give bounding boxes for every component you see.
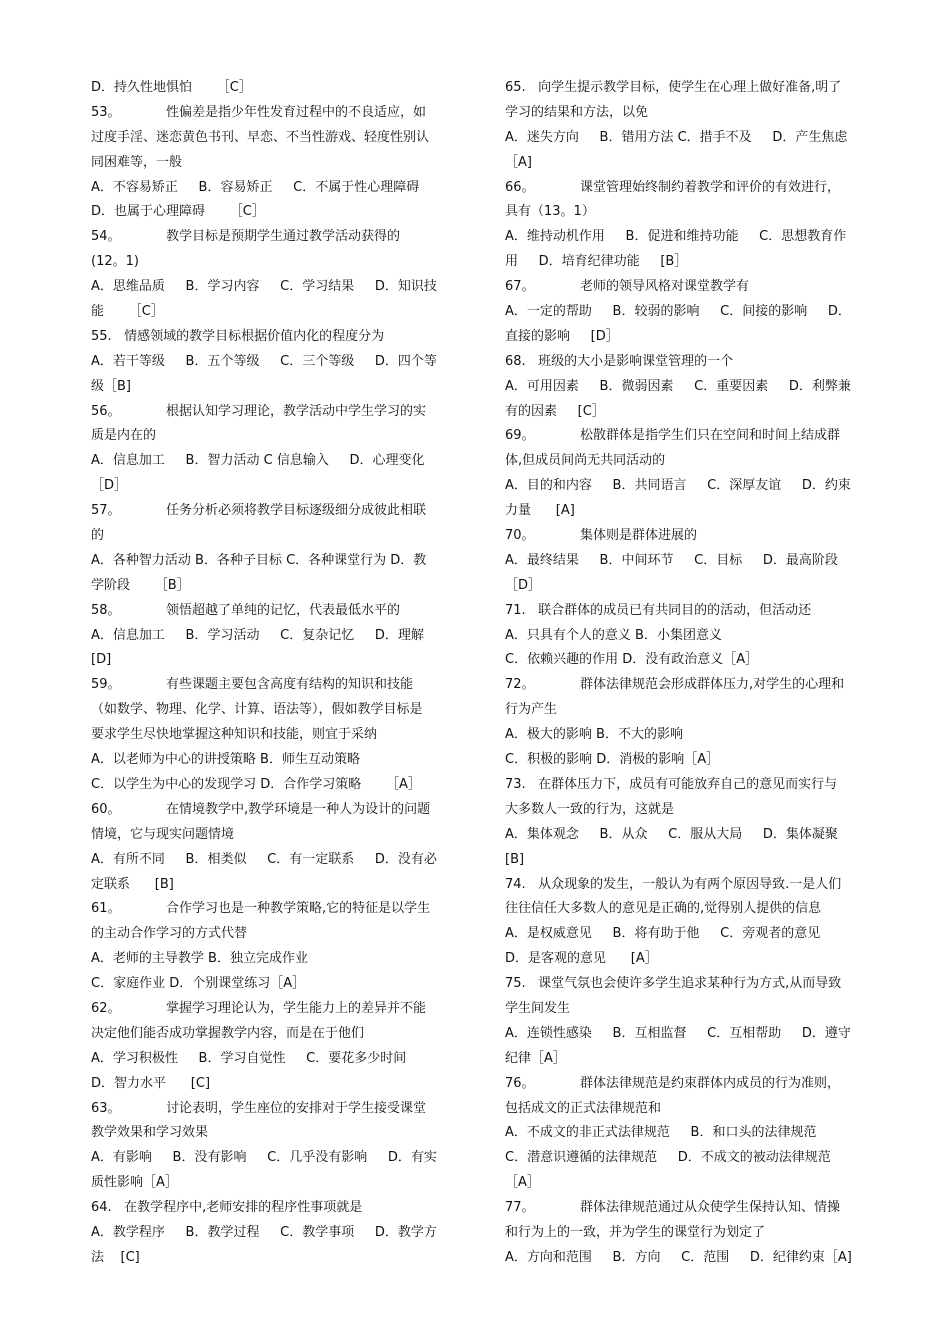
- text-line: 过度手淫、迷恋黄色书刊、早恋、不当性游戏、轻度性别认: [91, 129, 430, 145]
- text-line: 的主动合作学习的方式代替: [91, 926, 248, 942]
- text-line: 大多数人一致的行为，这就是: [505, 801, 675, 817]
- text-line: 57。 任务分析必须将教学目标逐级细分成彼此相联: [91, 503, 426, 519]
- text-line: [D]: [91, 652, 112, 668]
- text-line: 65. 向学生提示教学目标，使学生在心理上做好准备,明了: [505, 80, 842, 95]
- text-line: A．极大的影响 B．不大的影响: [505, 727, 683, 743]
- text-line: [B]: [505, 851, 525, 867]
- text-line: 力量 [A]: [505, 503, 575, 519]
- text-line: 63。 讨论表明，学生座位的安排对于学生接受课堂: [91, 1100, 426, 1116]
- text-line: A．各种智力活动 B．各种子目标 C．各种课堂行为 D．教: [91, 552, 427, 568]
- text-line: A．信息加工 B．学习活动 C．复杂记忆 D．理解: [91, 627, 424, 643]
- text-line: 往往信任大多数人的意见是正确的,觉得别人提供的信息: [505, 901, 822, 917]
- text-line: 能 ［C］: [91, 304, 164, 320]
- text-line: 66。 课堂管理始终制约着教学和评价的有效进行，: [505, 179, 840, 195]
- text-line: （如数学、物理、化学、计算、语法等），假如教学目标是: [91, 702, 423, 718]
- text-line: 55. 情感领域的教学目标根据价值内化的程度分为: [91, 328, 385, 344]
- text-line: 56。 根据认知学习理论，教学活动中学生学习的实: [91, 403, 426, 419]
- text-line: ［D］: [91, 478, 128, 494]
- text-line: 法 [C]: [91, 1249, 140, 1265]
- text-line: A．可用因素 B．微弱因素 C．重要因素 D．利弊兼: [505, 378, 851, 394]
- text-line: 教学效果和学习效果: [91, 1125, 209, 1141]
- text-line: 77。 群体法律规范通过从众使学生保持认知、情操: [505, 1200, 840, 1216]
- text-line: 要求学生尽快地掌握这种知识和技能，则宜于采纳: [91, 727, 378, 743]
- text-line: A．有所不同 B．相类似 C．有一定联系 D．没有必: [91, 851, 437, 867]
- text-line: 质性影响［A］: [91, 1175, 178, 1191]
- text-line: 定联系 [B]: [91, 876, 174, 892]
- text-line: 包括成文的正式法律规范和: [505, 1100, 662, 1116]
- text-line: 体,但成员间尚无共同活动的: [505, 453, 666, 469]
- text-line: 学生间发生: [505, 1000, 571, 1016]
- text-line: 54。 教学目标是预期学生通过教学活动获得的: [91, 229, 400, 245]
- text-line: 具有（13。1）: [505, 204, 595, 220]
- text-line: A．思维品质 B．学习内容 C．学习结果 D．知识技: [91, 279, 437, 295]
- text-line: 67。 老师的领导风格对课堂教学有: [505, 279, 749, 295]
- text-line: C．积极的影响 D．消极的影响［A］: [505, 752, 720, 768]
- text-line: 76。 群体法律规范是约束群体内成员的行为准则，: [505, 1075, 840, 1091]
- text-line: 64. 在教学程序中,老师安排的程序性事项就是: [91, 1200, 363, 1216]
- text-line: 58。 领悟超越了单纯的记忆，代表最低水平的: [91, 602, 400, 618]
- text-line: A．信息加工 B．智力活动 C 信息输入 D．心理变化: [91, 453, 425, 469]
- text-line: A．若干等级 B．五个等级 C．三个等级 D．四个等: [91, 353, 437, 369]
- text-line: 71. 联合群体的成员已有共同目的的活动，但活动还: [505, 602, 812, 618]
- text-line: (12。1): [91, 254, 139, 270]
- text-line: 75. 课堂气氛也会使许多学生追求某种行为方式,从而导致: [505, 976, 842, 992]
- text-line: D．持久性地惧怕 ［C］: [91, 80, 252, 95]
- text-line: A．以老师为中心的讲授策略 B．师生互动策略: [91, 752, 360, 768]
- text-line: A．学习积极性 B．学习自觉性 C．要花多少时间: [91, 1050, 407, 1066]
- text-line: 61。 合作学习也是一种教学策略,它的特征是以学生: [91, 901, 431, 917]
- text-line: 74. 从众现象的发生，一般认为有两个原因导致.一是人们: [505, 876, 842, 892]
- text-line: 纪律［A］: [505, 1050, 566, 1066]
- text-line: A．一定的帮助 B．较弱的影响 C．间接的影响 D．: [505, 304, 851, 320]
- text-line: ［A]: [505, 154, 532, 170]
- text-line: 和行为上的一致，并为学生的课堂行为划定了: [505, 1224, 766, 1240]
- text-line: A．集体观念 B．从众 C．服从大局 D．集体凝聚: [505, 826, 838, 842]
- text-line: 72。 群体法律规范会形成群体压力,对学生的心理和: [505, 677, 845, 693]
- text-line: A．教学程序 B．教学过程 C．教学事项 D．教学方: [91, 1224, 437, 1240]
- text-line: 质是内在的: [91, 428, 157, 444]
- text-line: A．最终结果 B．中间环节 C．目标 D．最高阶段: [505, 552, 838, 568]
- text-line: 决定他们能否成功掌握教学内容，而是在于他们: [91, 1025, 365, 1041]
- text-line: 学阶段 ［B］: [91, 577, 190, 593]
- right-column: [505, 76, 877, 1271]
- text-line: A．维持动机作用 B．促进和维持功能 C．思想教育作: [505, 229, 847, 245]
- text-line: A．只具有个人的意义 B．小集团意义: [505, 627, 722, 643]
- text-line: C．以学生为中心的发现学习 D．合作学习策略 ［A］: [91, 776, 421, 792]
- text-line: 59。 有些课题主要包含高度有结构的知识和技能: [91, 677, 413, 693]
- text-line: 级［B]: [91, 378, 131, 394]
- text-line: A．方向和范围 B．方向 C．范围 D．纪律约束［A]: [505, 1249, 852, 1265]
- text-line: 53。 性偏差是指少年性发育过程中的不良适应，如: [91, 104, 426, 120]
- text-line: D．智力水平 [C]: [91, 1075, 211, 1091]
- text-line: 的: [91, 528, 105, 544]
- text-line: 有的因素 [C］: [505, 403, 605, 419]
- text-line: 60。 在情境教学中,教学环境是一种人为设计的问题: [91, 801, 431, 817]
- text-line: 62。 掌握学习理论认为，学生能力上的差异并不能: [91, 1000, 426, 1016]
- text-line: C．潜意识遵循的法律规范 D．不成文的被动法律规范: [505, 1150, 831, 1166]
- text-line: 行为产生: [505, 702, 558, 718]
- text-line: 学习的结果和方法，以免: [505, 104, 649, 120]
- text-line: 同困难等，一般: [91, 154, 183, 170]
- text-line: D．是客观的意见 [A］: [505, 951, 658, 967]
- text-line: A．连锁性感染 B．互相监督 C．互相帮助 D．遵守: [505, 1025, 851, 1041]
- text-line: 70。 集体则是群体进展的: [505, 528, 697, 544]
- text-line: 用 D．培育纪律功能 [B］: [505, 254, 688, 270]
- text-line: C．依赖兴趣的作用 D．没有政治意义［A］: [505, 652, 759, 668]
- text-line: 情境，它与现实问题情境: [91, 826, 235, 842]
- text-line: A．迷失方向 B．错用方法 C．措手不及 D．产生焦虑: [505, 129, 848, 145]
- text-line: A．不容易矫正 B．容易矫正 C．不属于性心理障碍: [91, 179, 420, 195]
- text-line: A．老师的主导教学 B．独立完成作业: [91, 951, 308, 967]
- text-line: ［A］: [505, 1175, 540, 1191]
- text-line: 69。 松散群体是指学生们只在空间和时间上结成群: [505, 428, 840, 444]
- text-line: A．不成文的非正式法律规范 B．和口头的法律规范: [505, 1125, 817, 1141]
- text-line: 直接的影响 [D］: [505, 328, 619, 344]
- text-line: D．也属于心理障碍 ［C］: [91, 204, 265, 220]
- text-line: A．目的和内容 B．共同语言 C．深厚友谊 D．约束: [505, 478, 851, 494]
- text-line: ［D］: [505, 577, 542, 593]
- left-column: [91, 76, 469, 1271]
- text-line: 73. 在群体压力下，成员有可能放弃自己的意见而实行与: [505, 776, 838, 792]
- text-line: C．家庭作业 D．个别课堂练习［A］: [91, 976, 306, 992]
- text-line: A．有影响 B．没有影响 C．几乎没有影响 D．有实: [91, 1150, 437, 1166]
- text-line: 68. 班级的大小是影响课堂管理的一个: [505, 353, 734, 369]
- text-line: A．是权威意见 B．将有助于他 C．旁观者的意见: [505, 926, 821, 942]
